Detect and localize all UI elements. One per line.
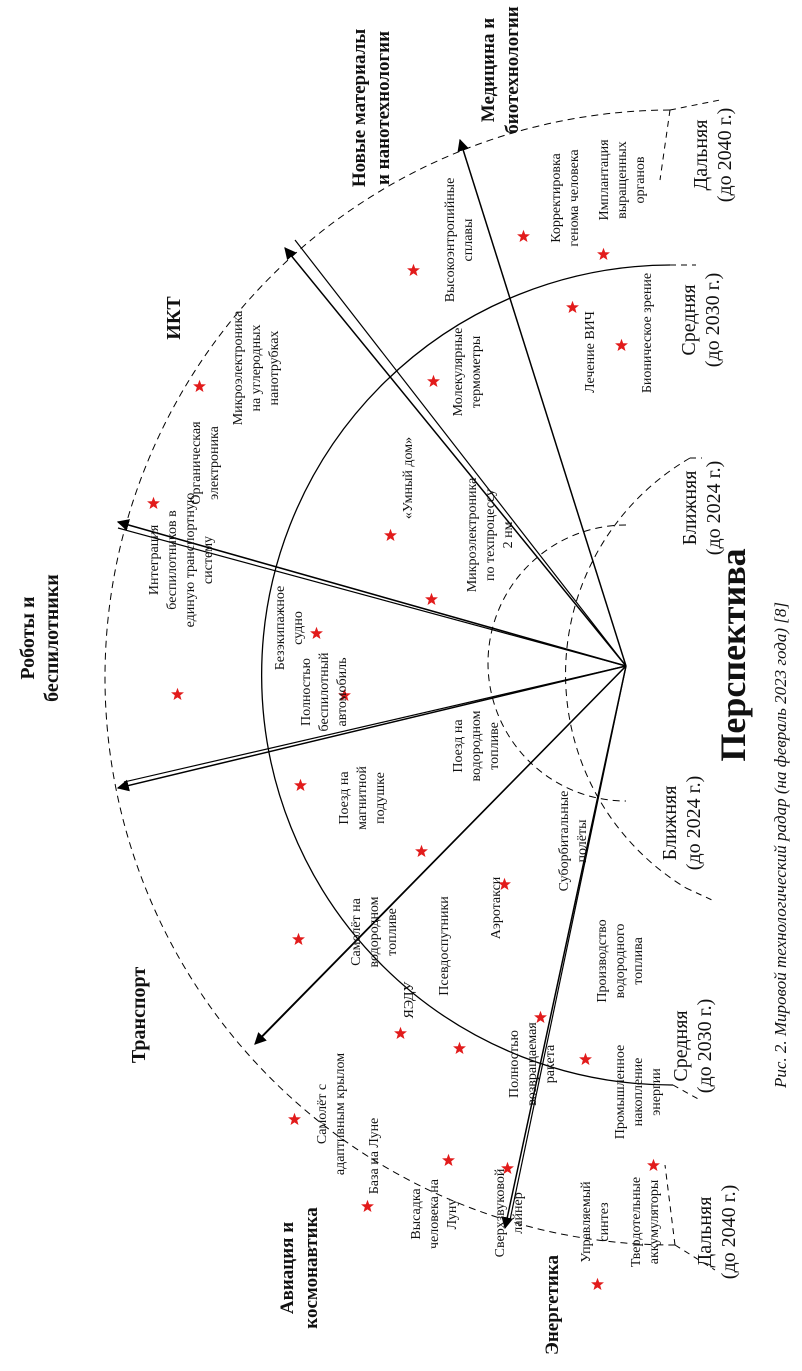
item-hydrogen-prod-line: водородного (613, 923, 628, 999)
item-solid-batteries-line: аккумуляторы (647, 1179, 662, 1265)
horizon-near-bottom-line: Ближняя (659, 785, 681, 861)
item-aerotaxi (489, 876, 504, 939)
item-adaptive-wing (315, 1053, 348, 1175)
item-aerotaxi-line: Аэротакси (489, 876, 504, 940)
item-maglev-line: Поезд на (337, 771, 352, 825)
sector-ikt (163, 296, 185, 340)
item-genome-line: Корректировка (549, 153, 564, 243)
item-organs-line: Имплантация (597, 139, 612, 221)
figure-caption: Рис. 2. Мировой технологический радар (на февраль 2023 года) [8] (771, 601, 790, 1089)
item-alloys-line: сплавы (461, 218, 476, 262)
outer-ring (105, 110, 675, 1245)
item-bionic (640, 273, 655, 393)
star-icon (415, 845, 428, 857)
item-thermometers (451, 328, 484, 417)
star-icon (591, 1278, 604, 1290)
horizon-mid-top-line: (до 2030 г.) (702, 272, 724, 368)
star-icon (442, 1154, 455, 1166)
item-hydrogen-train-line: водородном (469, 710, 484, 782)
item-hydrogen-prod (595, 919, 646, 1002)
sector-bio-line: биотехнологии (502, 6, 523, 134)
far-bracket (660, 110, 670, 180)
item-maglev-line: подушке (373, 772, 388, 824)
item-micro2nm-line: 2 нм (501, 521, 516, 549)
horizon-near-top (679, 461, 725, 555)
item-smarthome (401, 437, 416, 519)
star-icon (384, 529, 397, 541)
item-hydrogen-plane-line: водородном (367, 896, 382, 968)
horizon-separator (670, 100, 720, 110)
divider-line (295, 240, 626, 666)
star-icon (310, 627, 323, 639)
star-icon (193, 380, 206, 392)
star-icon (615, 339, 628, 351)
item-organs (597, 139, 648, 221)
item-fusion-line: синтез (597, 1202, 612, 1242)
star-icon (425, 593, 438, 605)
item-thermometers-line: Молекулярные (451, 327, 466, 417)
item-drones-integration-line: Интеграция (147, 524, 162, 596)
item-nanotubes-line: на углеродных (249, 324, 264, 412)
item-reusable-rocket (507, 1022, 558, 1106)
horizon-mid-top-line: Средняя (678, 284, 700, 356)
item-organs-line: выращенных (615, 141, 630, 219)
item-nanotubes-line: Микроэлектроника (231, 310, 246, 426)
item-crewless-ship-line: судно (291, 611, 306, 645)
item-fusion (579, 1181, 612, 1263)
star-icon (534, 1011, 547, 1023)
horizon-near-top-line: Ближняя (679, 470, 701, 546)
sector-aviation-line: космонавтика (301, 1207, 322, 1329)
item-drones-integration-line: систему (201, 535, 216, 585)
item-solid-batteries-line: Твердотельные (629, 1176, 644, 1268)
star-icon (171, 688, 184, 700)
horizon-mid-bottom-line: (до 2030 г.) (694, 998, 716, 1094)
item-suborbital-line: полёты (575, 819, 590, 863)
item-storage-line: накопление (631, 1057, 646, 1127)
item-crewless-ship-line: Безэкипажное (273, 585, 288, 671)
item-adaptive-wing-line: адаптивным крылом (333, 1052, 348, 1176)
item-alloys-line: Высокоэнтропийные (443, 177, 458, 303)
item-storage (613, 1045, 664, 1139)
horizon-near-bottom (659, 776, 705, 870)
item-bionic-line: Бионическое зрение (640, 272, 655, 394)
horizon-far-bottom-line: Дальняя (694, 1196, 716, 1268)
item-hiv-line: Лечение ВИЧ (583, 311, 598, 393)
item-organic (189, 421, 222, 505)
item-hiv (583, 311, 598, 393)
item-thermometers-line: термометры (469, 335, 484, 409)
star-icon (147, 497, 160, 509)
sector-aviation-line: Авиация и (277, 1221, 298, 1315)
item-micro2nm (465, 477, 516, 592)
radar-rings (105, 110, 690, 1245)
sector-robots-line: Роботы и (17, 596, 39, 680)
sector-transport-line: Транспорт (128, 966, 150, 1064)
item-yaedu (402, 981, 417, 1018)
item-moon-landing-line: Высадка (409, 1188, 424, 1240)
item-micro2nm-line: Микроэлектроника (465, 477, 480, 593)
star-icon (517, 230, 530, 242)
item-hydrogen-plane-line: топливе (385, 908, 400, 956)
item-yaedu-line: ЯЭДУ (402, 981, 417, 1019)
item-hydrogen-plane (349, 896, 400, 967)
sector-bio-line: Медицина и (478, 17, 499, 123)
horizon-far-top-line: (до 2040 г.) (714, 107, 736, 203)
star-icon (294, 779, 307, 791)
item-supersonic-line: Сверхзвуковой (493, 1168, 508, 1258)
horizon-mid-bottom (670, 999, 716, 1093)
star-icon (579, 1053, 592, 1065)
star-icon (394, 1027, 407, 1039)
item-reusable-rocket-line: ракета (543, 1044, 558, 1084)
item-moon-landing (409, 1178, 460, 1249)
item-reusable-rocket-line: Полностью (507, 1030, 522, 1098)
star-icon (288, 1113, 301, 1125)
horizon-separator (686, 888, 712, 900)
item-maglev-line: магнитной (355, 766, 370, 830)
radar-title: Перспектива (713, 548, 753, 762)
item-autonomous-car-line: автомобиль (335, 657, 350, 727)
horizon-far-top (690, 108, 736, 202)
item-moon-landing-line: Луну (445, 1198, 460, 1230)
horizon-near-bottom-line: (до 2024 г.) (683, 775, 705, 871)
sector-materials-line: Новые материалы (349, 28, 370, 188)
item-crewless-ship (273, 586, 306, 671)
sector-robots-line: беспилотники (41, 574, 63, 702)
item-nanotubes-line: нанотрубках (267, 330, 282, 406)
horizon-far-top-line: Дальняя (690, 119, 712, 191)
item-reusable-rocket-line: возвращаемая (525, 1022, 540, 1106)
item-supersonic (493, 1168, 526, 1257)
radar-labels (17, 6, 790, 1355)
sector-materials-line: и нанотехнологии (373, 30, 394, 186)
item-drones-integration-line: беспилотников в (165, 510, 180, 610)
item-organic-line: электроника (207, 426, 222, 500)
star-icon (566, 301, 579, 313)
horizon-far-bottom (694, 1185, 740, 1279)
sector-robots (17, 574, 63, 702)
sector-energy (542, 1254, 563, 1355)
item-drones-integration (147, 493, 216, 628)
item-maglev (337, 766, 388, 830)
item-organs-line: органов (633, 156, 648, 204)
item-suborbital-line: Суборбитальные (557, 790, 572, 892)
item-hydrogen-train (451, 710, 502, 781)
item-moon-base-line: База на Луне (367, 1117, 382, 1195)
item-micro2nm-line: по техпроцессу (483, 489, 498, 581)
item-hydrogen-train-line: Поезд на (451, 719, 466, 773)
item-genome (549, 149, 582, 247)
horizon-far-bottom-line: (до 2040 г.) (718, 1184, 740, 1280)
sector-transport (128, 967, 150, 1063)
item-smarthome-line: «Умный дом» (401, 436, 416, 520)
item-storage-line: энергии (649, 1068, 664, 1116)
star-icon (361, 1200, 374, 1212)
item-nanotubes (231, 310, 282, 425)
item-moon-landing-line: человека на (427, 1179, 442, 1249)
item-fusion-line: Управляемый (579, 1181, 594, 1263)
item-solid-batteries (629, 1177, 662, 1267)
star-icon (647, 1159, 660, 1171)
arrow-robots (118, 666, 626, 788)
star-icon (407, 264, 420, 276)
item-adaptive-wing-line: Самолёт с (315, 1083, 330, 1145)
item-pseudosat (437, 896, 452, 996)
sector-materials (349, 29, 394, 188)
horizon-near-top-line: (до 2024 г.) (703, 460, 725, 556)
sector-aviation (277, 1207, 322, 1329)
item-supersonic-line: лайнер (511, 1192, 526, 1234)
sector-energy-line: Энергетика (542, 1254, 563, 1356)
item-hydrogen-prod-line: Производство (595, 919, 610, 1003)
item-pseudosat-line: Псевдоспутники (437, 896, 452, 996)
item-drones-integration-line: единую транспортную (183, 492, 198, 628)
horizon-mid-bottom-line: Средняя (670, 1010, 692, 1082)
item-moon-base (367, 1118, 382, 1195)
item-alloys (443, 178, 476, 303)
item-autonomous-car-line: Полностью (299, 658, 314, 726)
item-autonomous-car (299, 652, 350, 732)
item-suborbital (557, 791, 590, 892)
item-storage-line: Промышленное (613, 1044, 628, 1140)
sector-ikt-line: ИКТ (163, 296, 185, 340)
item-genome-line: генома человека (567, 149, 582, 247)
item-autonomous-car-line: беспилотный (317, 652, 332, 732)
far-bracket (665, 1165, 675, 1245)
sector-bio (478, 6, 523, 134)
horizon-mid-top (678, 273, 724, 367)
item-hydrogen-train-line: топливе (487, 722, 502, 770)
item-hydrogen-prod-line: топлива (631, 937, 646, 985)
star-icon (597, 248, 610, 260)
star-icon (292, 933, 305, 945)
star-icon (427, 375, 440, 387)
item-organic-line: Органическая (189, 421, 204, 505)
item-hydrogen-plane-line: Самолёт на (349, 898, 364, 966)
star-icon (453, 1042, 466, 1054)
